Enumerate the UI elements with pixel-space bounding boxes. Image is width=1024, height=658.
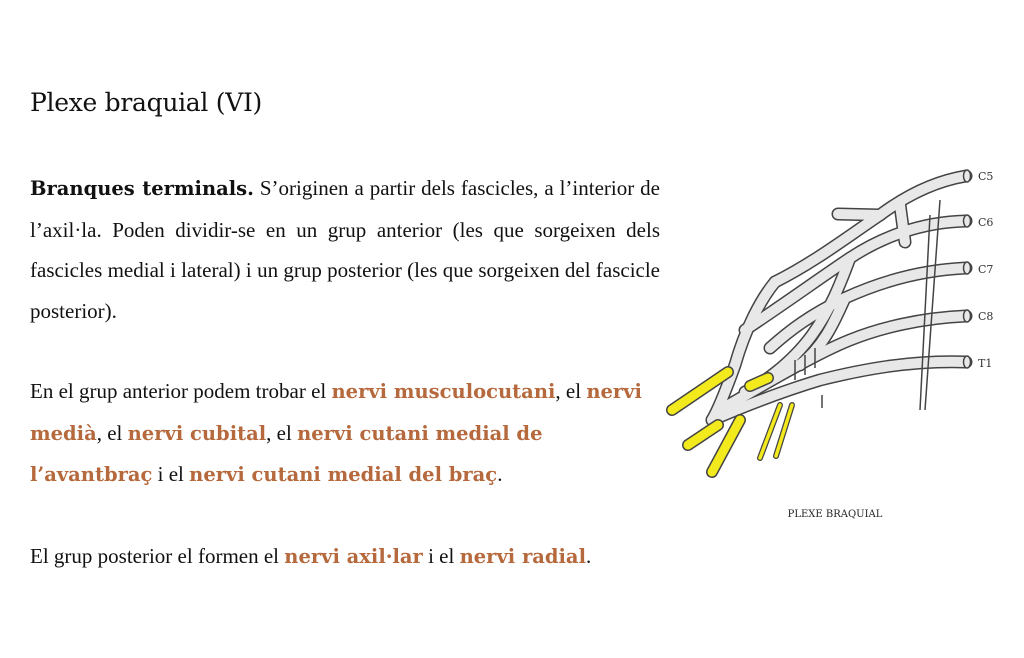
text-span: . — [497, 462, 503, 486]
text-span: El grup posterior el formen el — [30, 543, 285, 568]
brachial-plexus-illustration — [660, 160, 1010, 490]
root-labels — [978, 170, 993, 370]
text-column — [30, 168, 660, 617]
paragraph-posterior-group — [30, 536, 660, 578]
link-nervi-cutani-medial-avantbrac[interactable]: nervi cutani medial de l’avantbraç — [30, 421, 543, 486]
link-nervi-radial[interactable]: nervi radial — [459, 544, 586, 568]
link-nervi-cubital[interactable]: nervi cubital — [127, 421, 267, 445]
text-span: , el — [266, 420, 298, 445]
text-span: , el — [555, 379, 587, 403]
root-label-t1: T1 — [978, 357, 993, 370]
text-span: i el — [422, 543, 460, 568]
link-nervi-musculocutani[interactable]: nervi musculocutani — [331, 380, 556, 403]
text-span: , el — [96, 420, 128, 445]
text-span: . — [585, 543, 592, 568]
link-nervi-media[interactable]: nervi medià — [30, 380, 642, 445]
paragraph-lead: Branques terminals. — [30, 177, 254, 200]
text-span: i el — [152, 462, 190, 486]
paragraph-anterior-group — [30, 371, 660, 496]
root-label-c6: C6 — [978, 216, 994, 229]
text-span: En el grup anterior podem trobar el — [30, 379, 332, 403]
link-nervi-axillar[interactable]: nervi axil·lar — [284, 544, 423, 568]
paragraph-terminal-branches — [30, 168, 660, 331]
root-label-c7: C7 — [978, 263, 994, 276]
root-ends — [964, 170, 971, 368]
paragraph-text: S’originen a partir dels fascicles, a l’interior de l’axil·la. Poden dividir-se en un grup anterior (les que sorgeixen dels fascicles medial i lateral) i un grup posterior (les que sorgeixen del fascicle posterior). — [30, 176, 660, 323]
root-label-c5: C5 — [978, 170, 994, 183]
figure-caption: PLEXE BRAQUIAL — [787, 509, 883, 520]
page-title: Plexe braquial (VI) — [30, 88, 262, 117]
link-nervi-cutani-medial-brac[interactable]: nervi cutani medial del braç — [189, 463, 498, 486]
root-label-c8: C8 — [978, 310, 994, 323]
